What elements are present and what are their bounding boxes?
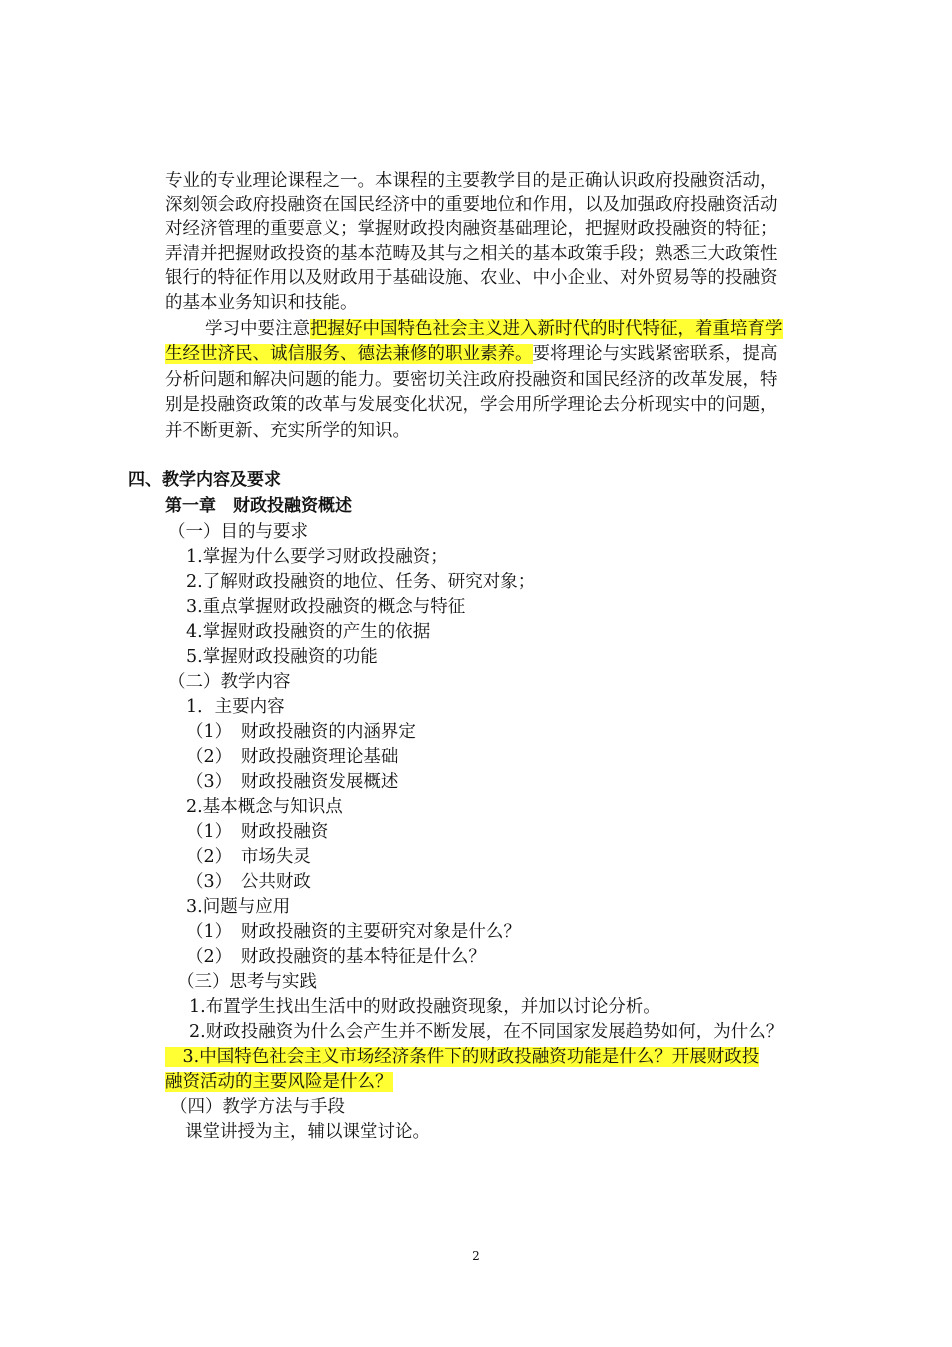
page-number: 2: [472, 1249, 480, 1263]
study-line-5: 并不断更新、充实所学的知识。: [165, 421, 410, 441]
goal-item: 2.了解财政投融资的地位、任务、研究对象；: [186, 572, 536, 592]
intro-line: 专业的专业理论课程之一。本课程的主要教学目的是正确认识政府投融资活动，: [165, 171, 778, 191]
intro-line: 的基本业务知识和技能。: [165, 293, 358, 313]
goal-item: 3.重点掌握财政投融资的概念与特征: [186, 597, 466, 617]
highlighted-text: 把握好中国特色社会主义进入新时代的时代特征，着重培育学: [310, 319, 783, 339]
highlighted-text: 融资活动的主要风险是什么？: [165, 1072, 393, 1092]
practice-heading: （三）思考与实践: [177, 972, 317, 992]
methods-heading: （四）教学方法与手段: [170, 1097, 345, 1117]
apply-heading: 3.问题与应用: [186, 897, 291, 917]
concept-item: （1） 财政投融资: [186, 822, 329, 842]
practice-item: 1.布置学生找出生活中的财政投融资现象，并加以讨论分析。: [189, 997, 661, 1017]
content-heading: （二）教学内容: [168, 672, 291, 692]
practice-item: 2.财政投融资为什么会产生并不断发展，在不同国家发展趋势如何，为什么？: [189, 1022, 784, 1042]
chapter-title: 第一章 财政投融资概述: [165, 496, 352, 516]
goal-item: 1.掌握为什么要学习财政投融资；: [186, 547, 448, 567]
concept-item: （3） 公共财政: [186, 872, 311, 892]
main-content-item: （2） 财政投融资理论基础: [186, 747, 399, 767]
study-line-2: [165, 343, 778, 365]
highlighted-text: [165, 1047, 759, 1067]
main-content-item: （3） 财政投融资发展概述: [186, 772, 399, 792]
practice-item-highlighted: [165, 1046, 759, 1068]
intro-line: 对经济管理的重要意义；掌握财政投肉融资基础理论，把握财政投融资的特征；: [165, 219, 778, 239]
main-content-heading: 1．主要内容: [186, 697, 285, 717]
goal-item: 5.掌握财政投融资的功能: [186, 647, 378, 667]
apply-item: （1） 财政投融资的主要研究对象是什么？: [186, 922, 521, 942]
study-text: 要将理论与实践紧密联系，提高: [532, 344, 778, 364]
apply-item: （2） 财政投融资的基本特征是什么？: [186, 947, 486, 967]
section-title: 四、教学内容及要求: [128, 470, 281, 490]
study-line-4: 别是投融资政策的改革与发展变化状况，学会用所学理论去分析现实中的问题，: [165, 395, 778, 415]
highlighted-text: 生经世济民、诚信服务、德法兼修的职业素养。: [165, 344, 533, 364]
intro-line: 弄清并把握财政投资的基本范畴及其与之相关的基本政策手段；熟悉三大政策性: [165, 244, 778, 264]
goal-item: 4.掌握财政投融资的产生的依据: [186, 622, 431, 642]
intro-line: 银行的特征作用以及财政用于基础设施、农业、中小企业、对外贸易等的投融资: [165, 268, 778, 288]
concept-heading: 2.基本概念与知识点: [186, 797, 343, 817]
practice-item-highlighted-cont: [165, 1071, 393, 1093]
methods-text: 课堂讲授为主，辅以课堂讨论。: [185, 1122, 430, 1142]
study-line-1: [205, 318, 783, 340]
study-text: 学习中要注意: [205, 319, 310, 339]
main-content-item: （1） 财政投融资的内涵界定: [186, 722, 416, 742]
highlighted-text: 3.中国特色社会主义市场经济条件下的财政投融资功能是什么？开展财政投: [182, 1047, 760, 1067]
concept-item: （2） 市场失灵: [186, 847, 311, 867]
study-line-3: 分析问题和解决问题的能力。要密切关注政府投融资和国民经济的改革发展，特: [165, 370, 778, 390]
goals-heading: （一）目的与要求: [168, 522, 308, 542]
intro-line: 深刻领会政府投融资在国民经济中的重要地位和作用，以及加强政府投融资活动: [165, 195, 778, 215]
